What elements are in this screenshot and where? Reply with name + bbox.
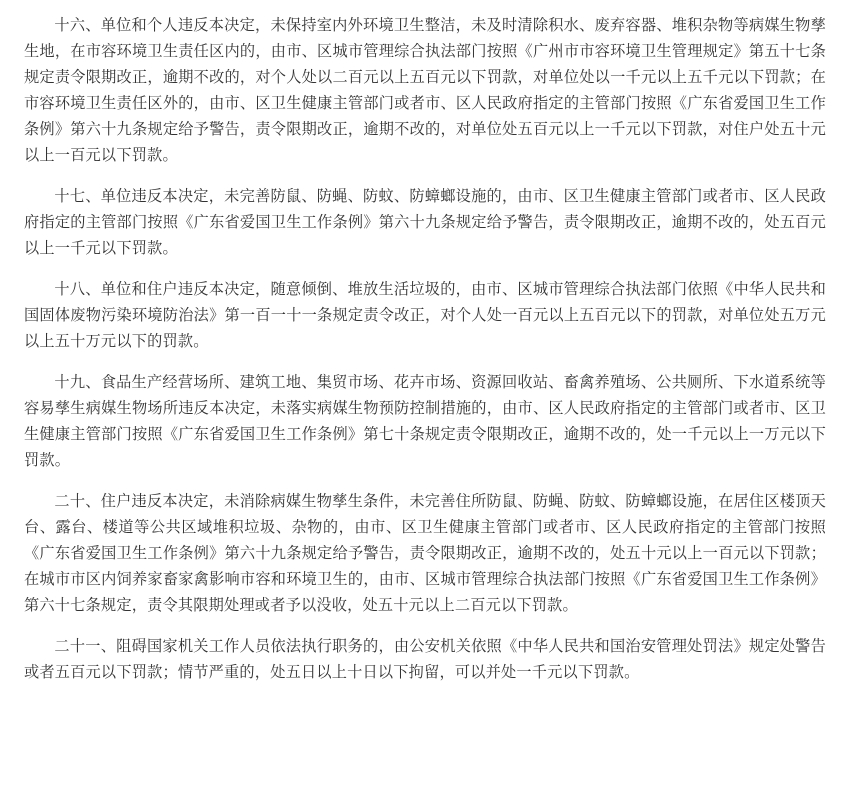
paragraph-article-16: 十六、单位和个人违反本决定，未保持室内外环境卫生整洁，未及时清除积水、废弃容器、堆积杂物等病媒生物孳生地，在市容环境卫生责任区内的，由市、区城市管理综合执法部门按照《广州市市容环境卫生管理规定》第五十七条规定责令限期改正，逾期不改的，对个人处以二百元以上五百元以下罚款，对单位处以一千元以上五千元以下罚款；在市容环境卫生责任区外的，由市、区卫生健康主管部门或者市、区人民政府指定的主管部门按照《广东省爱国卫生工作条例》第六十九条规定给予警告，责令限期改正，逾期不改的，对单位处五百元以上一千元以下罚款，对住户处五十元以上一百元以下罚款。: [24, 16, 826, 164]
paragraph-article-21: 二十一、阻碍国家机关工作人员依法执行职务的，由公安机关依照《中华人民共和国治安管理处罚法》规定处警告或者五百元以下罚款；情节严重的，处五日以上十日以下拘留，可以并处一千元以下罚款。: [24, 637, 826, 681]
paragraph-article-20: 二十、住户违反本决定，未消除病媒生物孳生条件，未完善住所防鼠、防蝇、防蚊、防蟑螂设施，在居住区楼顶天台、露台、楼道等公共区域堆积垃圾、杂物的，由市、区卫生健康主管部门或者市、区人民政府指定的主管部门按照《广东省爱国卫生工作条例》第六十九条规定给予警告，责令限期改正，逾期不改的，处五十元以上一百元以下罚款；在城市市区内饲养家畜家禽影响市容和环境卫生的，由市、区城市管理综合执法部门按照《广东省爱国卫生工作条例》第六十七条规定，责令其限期处理或者予以没收，处五十元以上二百元以下罚款。: [24, 492, 826, 614]
paragraph-article-18: 十八、单位和住户违反本决定，随意倾倒、堆放生活垃圾的，由市、区城市管理综合执法部门依照《中华人民共和国固体废物污染环境防治法》第一百一十一条规定责令改正，对个人处一百元以上五百元以下的罚款，对单位处五万元以上五十万元以下的罚款。: [24, 280, 826, 350]
paragraph-article-19: 十九、食品生产经营场所、建筑工地、集贸市场、花卉市场、资源回收站、畜禽养殖场、公共厕所、下水道系统等容易孳生病媒生物场所违反本决定，未落实病媒生物预防控制措施的，由市、区人民政府指定的主管部门或者市、区卫生健康主管部门按照《广东省爱国卫生工作条例》第七十条规定责令限期改正，逾期不改的，处一千元以上一万元以下罚款。: [24, 373, 826, 469]
paragraph-article-17: 十七、单位违反本决定，未完善防鼠、防蝇、防蚊、防蟑螂设施的，由市、区卫生健康主管部门或者市、区人民政府指定的主管部门按照《广东省爱国卫生工作条例》第六十九条规定给予警告，责令限期改正，逾期不改的，处五百元以上一千元以下罚款。: [24, 187, 826, 257]
